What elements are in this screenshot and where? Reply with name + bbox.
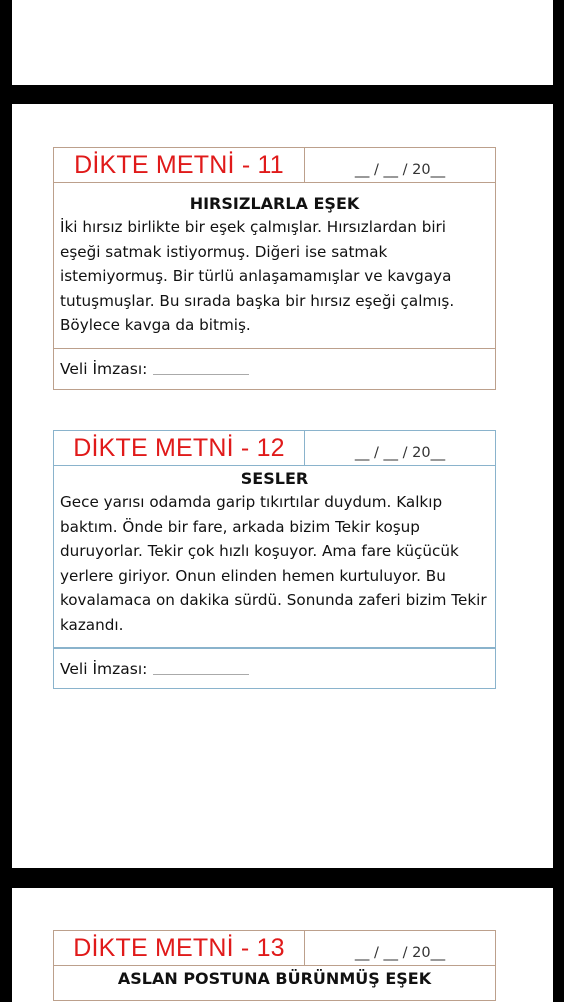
card-header bbox=[53, 430, 496, 466]
story-heading: HIRSIZLARLA EŞEK bbox=[189, 194, 360, 213]
card-body bbox=[53, 966, 496, 1001]
card-title: DİKTE METNİ - 11 bbox=[74, 150, 284, 179]
signature-row bbox=[53, 648, 496, 689]
card-header bbox=[53, 930, 496, 966]
story-heading: SESLER bbox=[240, 469, 309, 488]
page-2 bbox=[12, 104, 553, 868]
dictation-card-11 bbox=[53, 147, 496, 390]
dictation-card-13 bbox=[53, 930, 496, 1001]
card-title: DİKTE METNİ - 12 bbox=[73, 433, 285, 462]
date-field: __ / __ / 20__ bbox=[304, 931, 495, 965]
story-heading: ASLAN POSTUNA BÜRÜNMÜŞ EŞEK bbox=[117, 969, 432, 988]
signature-line bbox=[153, 362, 249, 375]
dictation-card-12 bbox=[53, 430, 496, 689]
signature-row bbox=[53, 349, 496, 390]
page-3-top bbox=[12, 888, 553, 1002]
card-title: DİKTE METNİ - 13 bbox=[73, 933, 285, 962]
card-body bbox=[53, 183, 496, 349]
signature-line bbox=[153, 662, 249, 675]
date-field: __ / __ / 20__ bbox=[304, 431, 495, 465]
signature-label: Veli İmzası: bbox=[60, 659, 148, 678]
story-text: Gece yarısı odamda garip tıkırtılar duydum. Kalkıp baktım. Önde bir fare, arkada bizim Tekir koşup duruyorlar. Tekir çok hızlı koşuyor. Ama fare küçücük yerlere giriyor. Onun elinden hemen kurtuluyor. Bu kovalamaca on dakika sürdü. Sonunda zaferi bizim Tekir kazandı. bbox=[60, 493, 487, 634]
signature-label: Veli İmzası: bbox=[60, 359, 148, 378]
card-body bbox=[53, 466, 496, 648]
date-field: __ / __ / 20__ bbox=[304, 148, 495, 182]
page-1-bottom bbox=[12, 0, 553, 85]
story-text: İki hırsız birlikte bir eşek çalmışlar. Hırsızlardan biri eşeği satmak istiyormuş. Diğeri ise satmak istemiyormuş. Bir türlü anlaşamamışlar ve kavgaya tutuşmuşlar. Bu sırada başka bir hırsız eşeği çalmış. Böylece kavga da bitmiş. bbox=[60, 218, 455, 334]
card-header bbox=[53, 147, 496, 183]
